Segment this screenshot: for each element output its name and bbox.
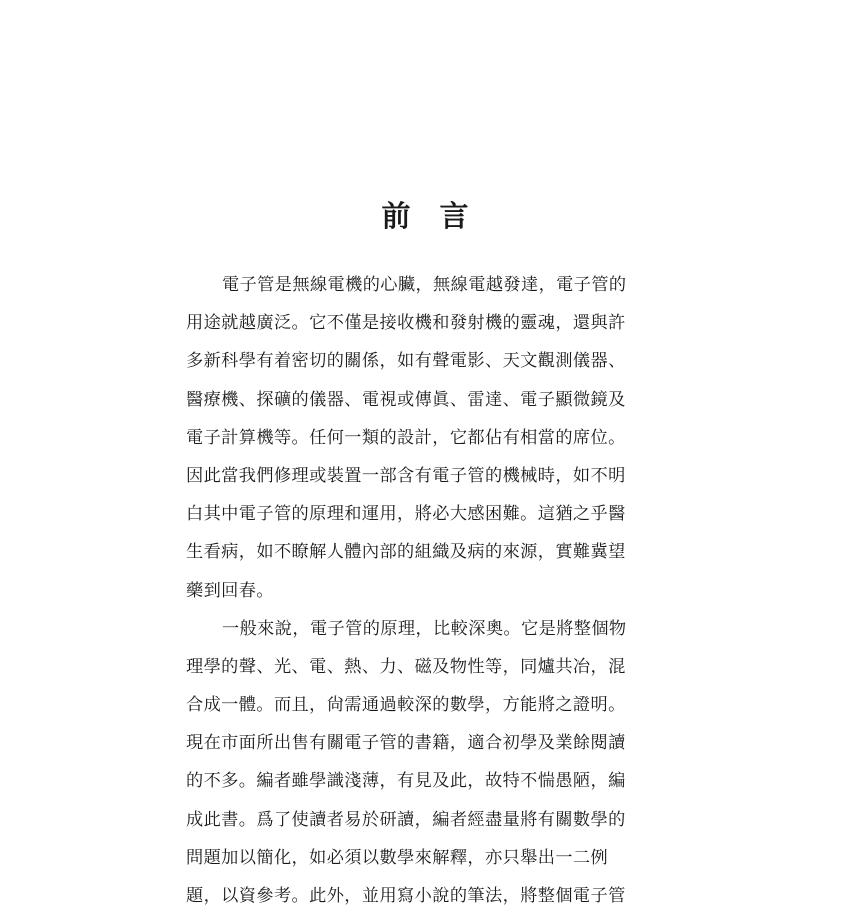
text-line: 白其中電子管的原理和運用，將必大感困難。這猶之乎醫 — [186, 504, 626, 525]
text-line: 現在市面所出售有關電子管的書籍，適合初學及業餘閱讀 — [186, 733, 626, 754]
text-line: 藥到回春。 — [186, 580, 274, 601]
text-line: 電子計算機等。任何一類的設計，它都佔有相當的席位。 — [186, 427, 626, 448]
paragraph-2 — [186, 610, 666, 915]
text-line: 問題加以簡化，如必須以數學來解釋，亦只舉出一二例 — [186, 847, 609, 868]
text-line: 題，以資參考。此外，並用寫小說的筆法，將整個電子管 — [186, 886, 626, 906]
text-line: 用途就越廣泛。它不僅是接收機和發射機的靈魂，還與許 — [186, 313, 626, 334]
body-text — [186, 266, 666, 915]
text-line: 生看病，如不瞭解人體內部的組織及病的來源，實難冀望 — [186, 542, 626, 563]
text-line: 多新科學有着密切的關係，如有聲電影、天文觀測儀器、 — [186, 351, 626, 372]
paragraph-1 — [186, 266, 666, 610]
text-line: 的不多。編者雖學識淺薄，有見及此，故特不惴愚陋，編 — [186, 771, 626, 792]
text-line: 成此書。爲了使讀者易於研讀，編者經盡量將有關數學的 — [186, 809, 626, 830]
text-line: 因此當我們修理或裝置一部含有電子管的機械時，如不明 — [186, 465, 626, 486]
text-line: 理學的聲、光、電、熱、力、磁及物性等，同爐共冶，混 — [186, 656, 626, 677]
text-line: 電子管是無線電機的心臟，無線電越發達，電子管的 — [222, 275, 627, 295]
text-line: 一般來說，電子管的原理，比較深奧。它是將整個物 — [222, 618, 627, 639]
text-line: 醫療機、探礦的儀器、電視或傳眞、雷達、電子顯微鏡及 — [186, 389, 626, 410]
text-line: 合成一體。而且，尙需通過較深的數學，方能將之證明。 — [186, 695, 626, 716]
page-title: 前 言 — [381, 199, 469, 233]
